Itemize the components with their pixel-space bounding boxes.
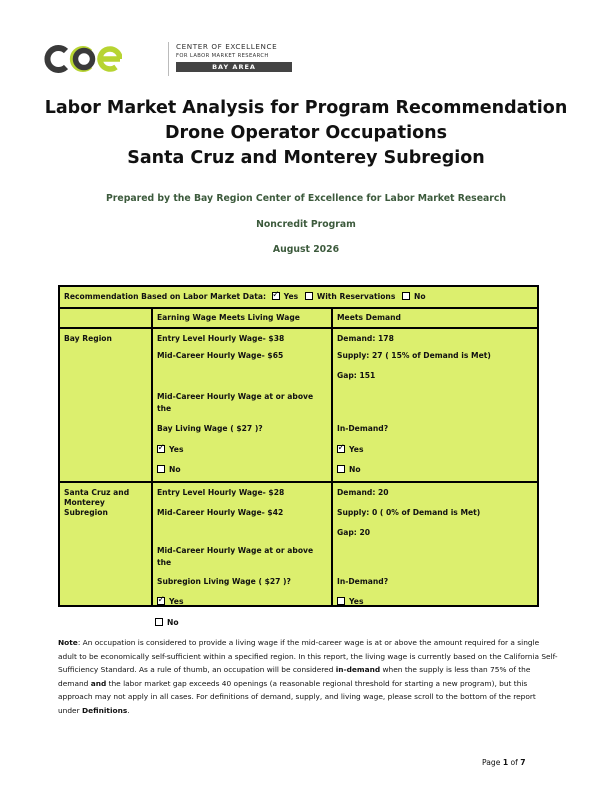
bay-wage-yes-checkbox[interactable] — [157, 445, 165, 453]
sub-demand: Demand: 20 — [337, 488, 389, 497]
note-in-demand: in-demand — [335, 665, 381, 674]
sub-demand-yes-checkbox[interactable] — [337, 597, 345, 605]
recommendation-reservations-label: With Reservations — [316, 292, 396, 301]
sub-wage-no-checkbox[interactable] — [155, 618, 163, 626]
subregion-label-line-1: Santa Cruz and — [64, 488, 130, 497]
sub-wage-yes — [157, 596, 183, 608]
logo-divider — [168, 42, 169, 76]
report-date: August 2026 — [272, 244, 340, 255]
subregion-label-line-3: Subregion — [64, 508, 108, 517]
note-definitions: Definitions — [82, 705, 128, 715]
sub-in-demand: In-Demand? — [337, 577, 389, 586]
sub-mid-wage: Mid-Career Hourly Wage- $42 — [157, 508, 284, 517]
subregion-label-line-2: Monterey — [64, 498, 105, 507]
sub-question-line-3: Subregion Living Wage ( $27 )? — [157, 577, 291, 586]
table-divider — [331, 307, 333, 605]
bay-demand-no-checkbox[interactable] — [337, 465, 345, 473]
coe-logo-mark — [40, 44, 122, 74]
bay-supply: Supply: 27 ( 15% of Demand is Met) — [337, 351, 491, 360]
sub-wage-no-label: No — [167, 618, 179, 627]
table-divider — [151, 307, 153, 605]
bay-mid-wage: Mid-Career Hourly Wage- $65 — [157, 351, 284, 360]
note-paragraph — [58, 636, 558, 717]
bay-demand-no-label: No — [349, 465, 361, 474]
page-of: of — [508, 758, 521, 767]
sub-demand-yes — [337, 596, 363, 608]
program-type: Noncredit Program — [256, 219, 356, 230]
sub-gap: Gap: 20 — [337, 528, 371, 537]
page-total: 7 — [520, 758, 526, 767]
table-divider — [60, 481, 537, 483]
recommendation-reservations-checkbox[interactable] — [305, 292, 313, 300]
note-end: . — [127, 705, 130, 715]
logo-line-1: CENTER OF EXCELLENCE — [176, 42, 278, 51]
bay-wage-no — [157, 464, 181, 476]
bay-demand-yes-checkbox[interactable] — [337, 445, 345, 453]
recommendation-row — [64, 291, 426, 303]
bay-region-label: Bay Region — [64, 334, 112, 343]
recommendation-yes-checkbox[interactable] — [272, 292, 280, 300]
table-divider — [60, 327, 537, 329]
bay-question-line-1: Mid-Career Hourly Wage at or above — [157, 392, 314, 401]
note-and: and — [90, 678, 107, 688]
recommendation-yes-label: Yes — [283, 292, 299, 301]
recommendation-table — [58, 285, 539, 607]
bay-entry-wage: Entry Level Hourly Wage- $38 — [157, 334, 285, 343]
recommendation-no-label: No — [414, 292, 426, 301]
bay-gap: Gap: 151 — [337, 371, 376, 380]
sub-wage-no — [155, 617, 179, 629]
sub-question-line-2: the — [157, 558, 172, 567]
prepared-by: Prepared by the Bay Region Center of Excellence for Labor Market Research — [105, 193, 507, 204]
logo-line-2: FOR LABOR MARKET RESEARCH — [176, 53, 269, 59]
table-divider — [60, 307, 537, 309]
sub-wage-yes-label: Yes — [169, 597, 184, 606]
note-text-2: when the supply is less than 75% of the demand — [58, 665, 531, 688]
recommendation-no-checkbox[interactable] — [402, 292, 410, 300]
note-label: Note — [58, 638, 78, 647]
bay-question-line-2: the — [157, 404, 172, 413]
sub-entry-wage: Entry Level Hourly Wage- $28 — [157, 488, 285, 497]
header-wage: Earning Wage Meets Living Wage — [157, 313, 300, 322]
bay-question-line-3: Bay Living Wage ( $27 )? — [157, 424, 263, 433]
report-region: Santa Cruz and Monterey Subregion — [127, 148, 485, 168]
recommendation-label: Recommendation Based on Labor Market Data: — [64, 292, 267, 301]
report-title: Labor Market Analysis for Program Recommendation — [44, 98, 568, 118]
bay-demand-no — [337, 464, 361, 476]
bay-wage-no-checkbox[interactable] — [157, 465, 165, 473]
bay-demand-yes — [337, 444, 363, 456]
bay-wage-yes — [157, 444, 183, 456]
coe-logo — [40, 40, 278, 80]
bay-demand: Demand: 178 — [337, 334, 394, 343]
page-prefix: Page — [482, 758, 503, 767]
bay-wage-no-label: No — [169, 465, 181, 474]
sub-question-line-1: Mid-Career Hourly Wage at or above — [157, 546, 314, 555]
bay-wage-yes-label: Yes — [169, 445, 184, 454]
note-text-1: : An occupation is considered to provide a living wage if the mid-career wage is at or above the amount required for a single adult to be economically self-sufficient within a specified region. In this report, the living wage is currently based on the California Self-Sufficiency Standard. As a rule of thumb, an occupation will be considered — [58, 638, 558, 674]
logo-text — [176, 42, 316, 72]
page-number: 1 — [502, 758, 509, 767]
bay-demand-yes-label: Yes — [349, 445, 364, 454]
header-demand: Meets Demand — [337, 313, 401, 322]
bay-in-demand: In-Demand? — [337, 424, 389, 433]
note-text-3: the labor market gap exceeds 40 openings (a reasonable regional threshold for starting a new program), but this approach may not apply in all cases. For definitions of demand, supply, and living wage, please scroll to the bottom of the report under — [58, 678, 536, 715]
sub-wage-yes-checkbox[interactable] — [157, 597, 165, 605]
sub-supply: Supply: 0 ( 0% of Demand is Met) — [337, 508, 481, 517]
sub-demand-yes-label: Yes — [349, 597, 364, 606]
logo-line-3: BAY AREA — [176, 62, 292, 72]
report-occupation: Drone Operator Occupations — [164, 123, 448, 143]
page-indicator — [482, 758, 526, 767]
